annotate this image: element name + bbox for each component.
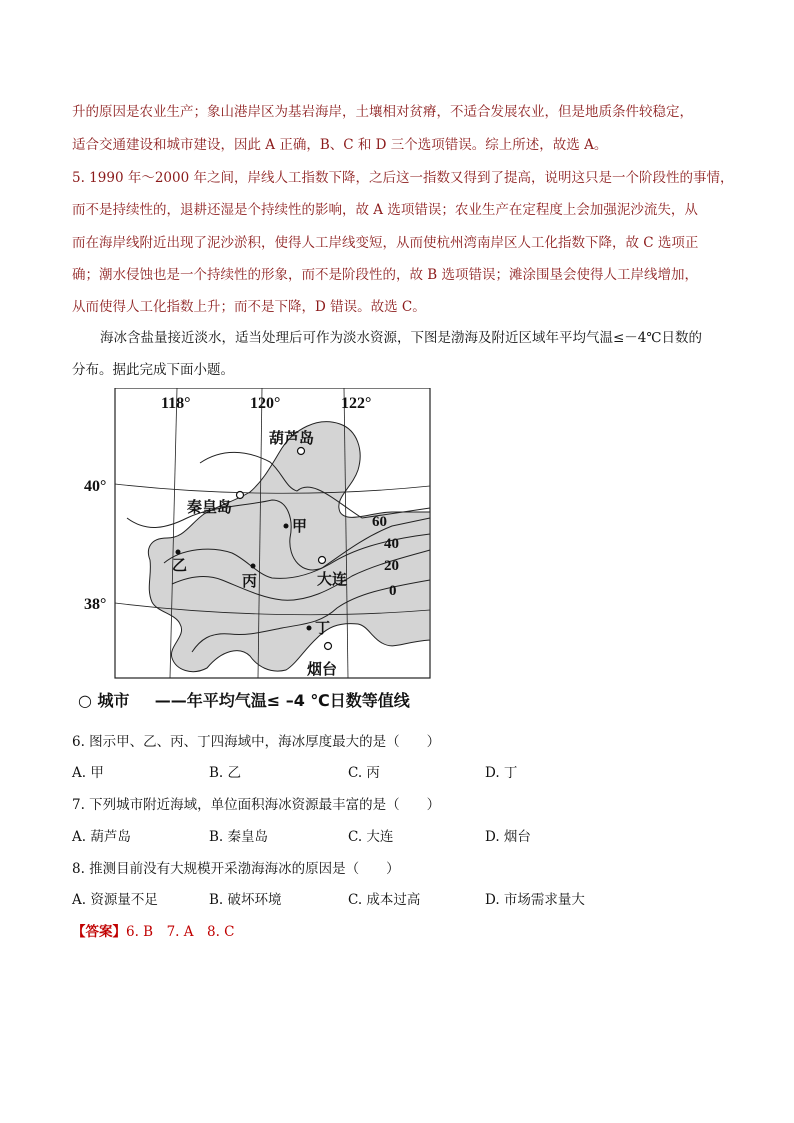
intro-line: 海冰含盐量接近淡水，适当处理后可作为淡水资源，下图是渤海及附近区域年平均气温≤－4℃日数的 bbox=[100, 330, 703, 346]
explanation-q5-line: 而不是持续性的，退耕还湿是个持续性的影响，故 A 选项错误；农业生产在定程度上会加强泥沙流失，从 bbox=[72, 202, 698, 218]
point-label: 甲 bbox=[292, 517, 308, 535]
point-marker bbox=[251, 564, 256, 569]
legend-isoline-label: ——年平均气温≤ –4 ℃日数等值线 bbox=[154, 691, 410, 710]
answer-tag: 【答案】 bbox=[72, 924, 126, 940]
option-d[interactable]: D. 丁 bbox=[485, 765, 518, 781]
city-marker bbox=[325, 643, 332, 650]
option-c[interactable]: C. 丙 bbox=[348, 765, 380, 781]
point-marker bbox=[307, 626, 312, 631]
lon-label: 118° bbox=[161, 395, 191, 412]
question-stem: 8. 推测目前没有大规模开采渤海海冰的原因是（ ） bbox=[72, 861, 400, 877]
intro-line: 分布。据此完成下面小题。 bbox=[72, 362, 234, 378]
option-b[interactable]: B. 乙 bbox=[209, 765, 242, 781]
city-label: 秦皇岛 bbox=[187, 498, 233, 516]
lon-label: 122° bbox=[341, 395, 372, 412]
point-label: 丁 bbox=[315, 619, 331, 637]
point-marker bbox=[176, 550, 181, 555]
option-b[interactable]: B. 破坏环境 bbox=[209, 892, 282, 908]
option-c[interactable]: C. 成本过高 bbox=[348, 892, 421, 908]
option-c[interactable]: C. 大连 bbox=[348, 829, 394, 845]
legend-city-label: 城市 bbox=[97, 691, 130, 710]
question-stem: 7. 下列城市附近海域，单位面积海冰资源最丰富的是（ ） bbox=[72, 797, 441, 813]
option-d[interactable]: D. 市场需求量大 bbox=[485, 892, 585, 908]
lon-label: 120° bbox=[250, 395, 281, 412]
option-a[interactable]: A. 甲 bbox=[72, 765, 104, 781]
answer-line bbox=[72, 920, 235, 940]
explanation-q5-line: 而在海岸线附近出现了泥沙淤积，使得人工岸线变短，从而使杭州湾南岸区人工化指数下降，故 C 选项正 bbox=[72, 235, 699, 251]
answer-values: 6. B 7. A 8. C bbox=[126, 924, 235, 940]
lat-label: 38° bbox=[84, 596, 107, 613]
city-label: 葫芦岛 bbox=[269, 429, 315, 447]
explanation-line: 适合交通建设和城市建设，因此 A 正确，B、C 和 D 三个选项错误。综上所述，故选 A。 bbox=[72, 137, 608, 153]
bohai-map bbox=[72, 388, 452, 684]
explanation-q5-line: 5. 1990 年～2000 年之间，岸线人工指数下降，之后这一指数又得到了提高，说明这只是一个阶段性的事情， bbox=[72, 170, 734, 186]
point-label: 乙 bbox=[172, 556, 188, 574]
point-marker bbox=[284, 524, 289, 529]
city-label: 大连 bbox=[317, 570, 348, 588]
explanation-line: 升的原因是农业生产；象山港岸区为基岩海岸，土壤相对贫瘠，不适合发展农业，但是地质条件较稳定， bbox=[72, 104, 693, 120]
city-legend-icon: ○ bbox=[78, 691, 92, 710]
option-d[interactable]: D. 烟台 bbox=[485, 829, 531, 845]
option-b[interactable]: B. 秦皇岛 bbox=[209, 829, 269, 845]
isoline-label: 40 bbox=[384, 536, 399, 552]
isoline-label: 60 bbox=[372, 514, 387, 530]
isoline-label: 0 bbox=[389, 583, 397, 599]
option-a[interactable]: A. 资源量不足 bbox=[72, 892, 158, 908]
city-marker bbox=[298, 448, 305, 455]
city-label: 烟台 bbox=[307, 660, 338, 678]
question-stem: 6. 图示甲、乙、丙、丁四海域中，海冰厚度最大的是（ ） bbox=[72, 734, 441, 750]
map-legend bbox=[78, 688, 410, 711]
explanation-q5-line: 确；潮水侵蚀也是一个持续性的形象，而不是阶段性的，故 B 选项错误；滩涂围垦会使得人工岸线增加， bbox=[72, 267, 699, 283]
point-label: 丙 bbox=[242, 572, 258, 590]
lat-label: 40° bbox=[84, 478, 107, 495]
option-a[interactable]: A. 葫芦岛 bbox=[72, 829, 131, 845]
isoline-label: 20 bbox=[384, 558, 399, 574]
city-marker bbox=[237, 492, 244, 499]
city-marker bbox=[319, 557, 326, 564]
explanation-q5-line: 从而使得人工化指数上升；而不是下降，D 错误。故选 C。 bbox=[72, 299, 426, 315]
